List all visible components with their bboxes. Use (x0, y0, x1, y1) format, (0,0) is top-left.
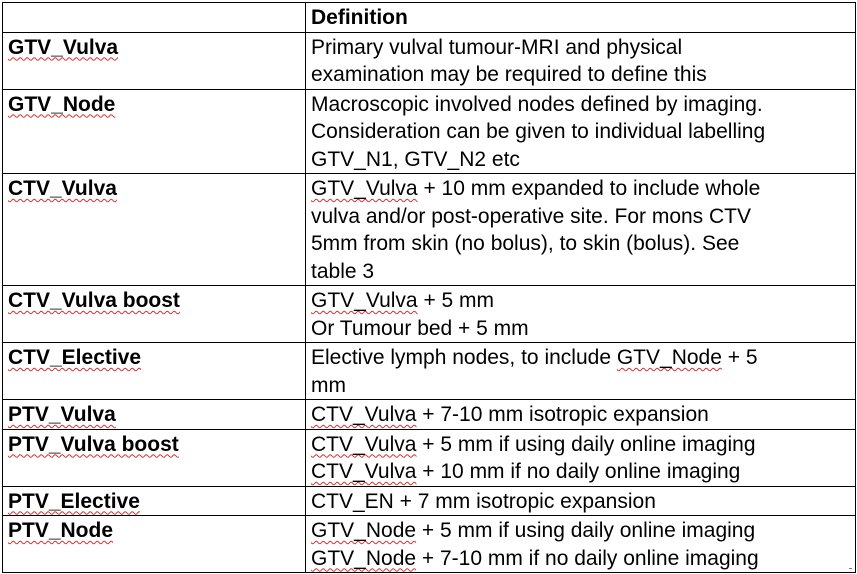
header-definition-cell: Definition (306, 3, 856, 33)
definition-text: Macroscopic involved nodes defined by imaging. (311, 92, 763, 116)
definition-line (311, 458, 851, 486)
definition-cell (306, 174, 856, 286)
structure-reference: GTV_Node (311, 546, 417, 570)
table-row (3, 516, 856, 573)
term-cell (3, 286, 306, 343)
structure-reference: GTV_Node (311, 519, 417, 542)
structure-reference: CTV_Vulva (311, 432, 417, 456)
term-label: PTV_Vulva (8, 403, 116, 426)
definition-line (311, 91, 851, 119)
table-row (3, 89, 856, 174)
definition-line (311, 34, 851, 62)
term-label: PTV_Elective (8, 489, 140, 513)
definition-text: Consideration can be given to individual labelling (311, 120, 766, 143)
definition-text: examination may be required to define this (311, 63, 707, 86)
definition-line (311, 61, 851, 89)
definition-line (311, 545, 851, 573)
table-body (3, 3, 856, 573)
definition-cell (306, 486, 856, 516)
term-label: CTV_Vulva (8, 177, 117, 200)
definition-text: mm (311, 373, 346, 397)
definition-text: + 5 mm if using daily online imaging (416, 519, 756, 542)
term-cell (3, 343, 306, 400)
table-row (3, 286, 856, 343)
table-row (3, 174, 856, 286)
definition-line (311, 258, 851, 286)
table-corner-mark (849, 568, 852, 569)
definition-line (311, 118, 851, 146)
definition-line (311, 401, 851, 429)
definition-text: Primary vulval tumour-MRI and physical (311, 35, 683, 59)
table-row (3, 400, 856, 430)
definition-text: + 5 mm (417, 289, 495, 312)
definition-text: Elective lymph nodes, to include (311, 346, 617, 369)
term-label: PTV_Vulva boost (8, 432, 179, 456)
term-label: CTV_Elective (8, 346, 142, 369)
definition-text: table 3 (311, 259, 375, 283)
term-cell (3, 174, 306, 286)
term-cell (3, 400, 306, 430)
term-cell (3, 32, 306, 89)
definition-line (311, 372, 851, 400)
table-row (3, 486, 856, 516)
definition-cell (306, 429, 856, 486)
structure-reference: GTV_Vulva (311, 177, 418, 200)
header-row (3, 3, 856, 33)
definition-text: + 5 (721, 346, 758, 369)
structure-reference: CTV_Vulva (311, 403, 417, 426)
structure-reference: CTV_Vulva (311, 460, 417, 483)
definition-cell (306, 286, 856, 343)
definition-text: Or Tumour bed + 5 mm (311, 316, 529, 340)
definition-cell (306, 32, 856, 89)
table-row (3, 429, 856, 486)
definition-line (311, 344, 851, 372)
definitions-table (2, 2, 856, 573)
definition-line (311, 146, 851, 174)
definition-line (311, 175, 851, 203)
definition-line (311, 315, 851, 343)
definition-cell (306, 400, 856, 430)
definition-text: + 7-10 mm isotropic expansion (416, 403, 709, 426)
definition-cell (306, 89, 856, 174)
definition-line (311, 287, 851, 315)
definition-text: + 10 mm expanded to include whole (417, 177, 761, 200)
definition-line (311, 431, 851, 459)
term-cell (3, 89, 306, 174)
definition-line (311, 203, 851, 231)
term-cell (3, 429, 306, 486)
term-label: GTV_Vulva (8, 35, 119, 59)
definition-text: GTV_N1, GTV_N2 etc (311, 147, 520, 171)
term-cell (3, 516, 306, 573)
term-cell (3, 486, 306, 516)
definition-text: 5mm from skin (no bolus), to skin (bolus). See (311, 232, 740, 255)
term-label: PTV_Node (8, 519, 114, 542)
table-row (3, 343, 856, 400)
header-term-cell (3, 3, 306, 33)
definition-text: vulva and/or post-operative site. For mons CTV (311, 204, 752, 228)
definition-cell (306, 343, 856, 400)
term-label: CTV_Vulva boost (8, 289, 180, 312)
definition-text: + 10 mm if no daily online imaging (416, 460, 741, 483)
term-label: GTV_Node (8, 92, 116, 116)
definition-text: + 7-10 mm if no daily online imaging (416, 546, 759, 570)
definition-line (311, 230, 851, 258)
structure-reference: GTV_Node (616, 346, 722, 369)
definition-line (311, 517, 851, 545)
structure-reference: GTV_Vulva (311, 289, 418, 312)
table-row (3, 32, 856, 89)
definition-cell (306, 516, 856, 573)
definition-text: + 5 mm if using daily online imaging (416, 432, 756, 456)
definition-line (311, 488, 851, 516)
definition-text: CTV_EN + 7 mm isotropic expansion (311, 489, 656, 513)
